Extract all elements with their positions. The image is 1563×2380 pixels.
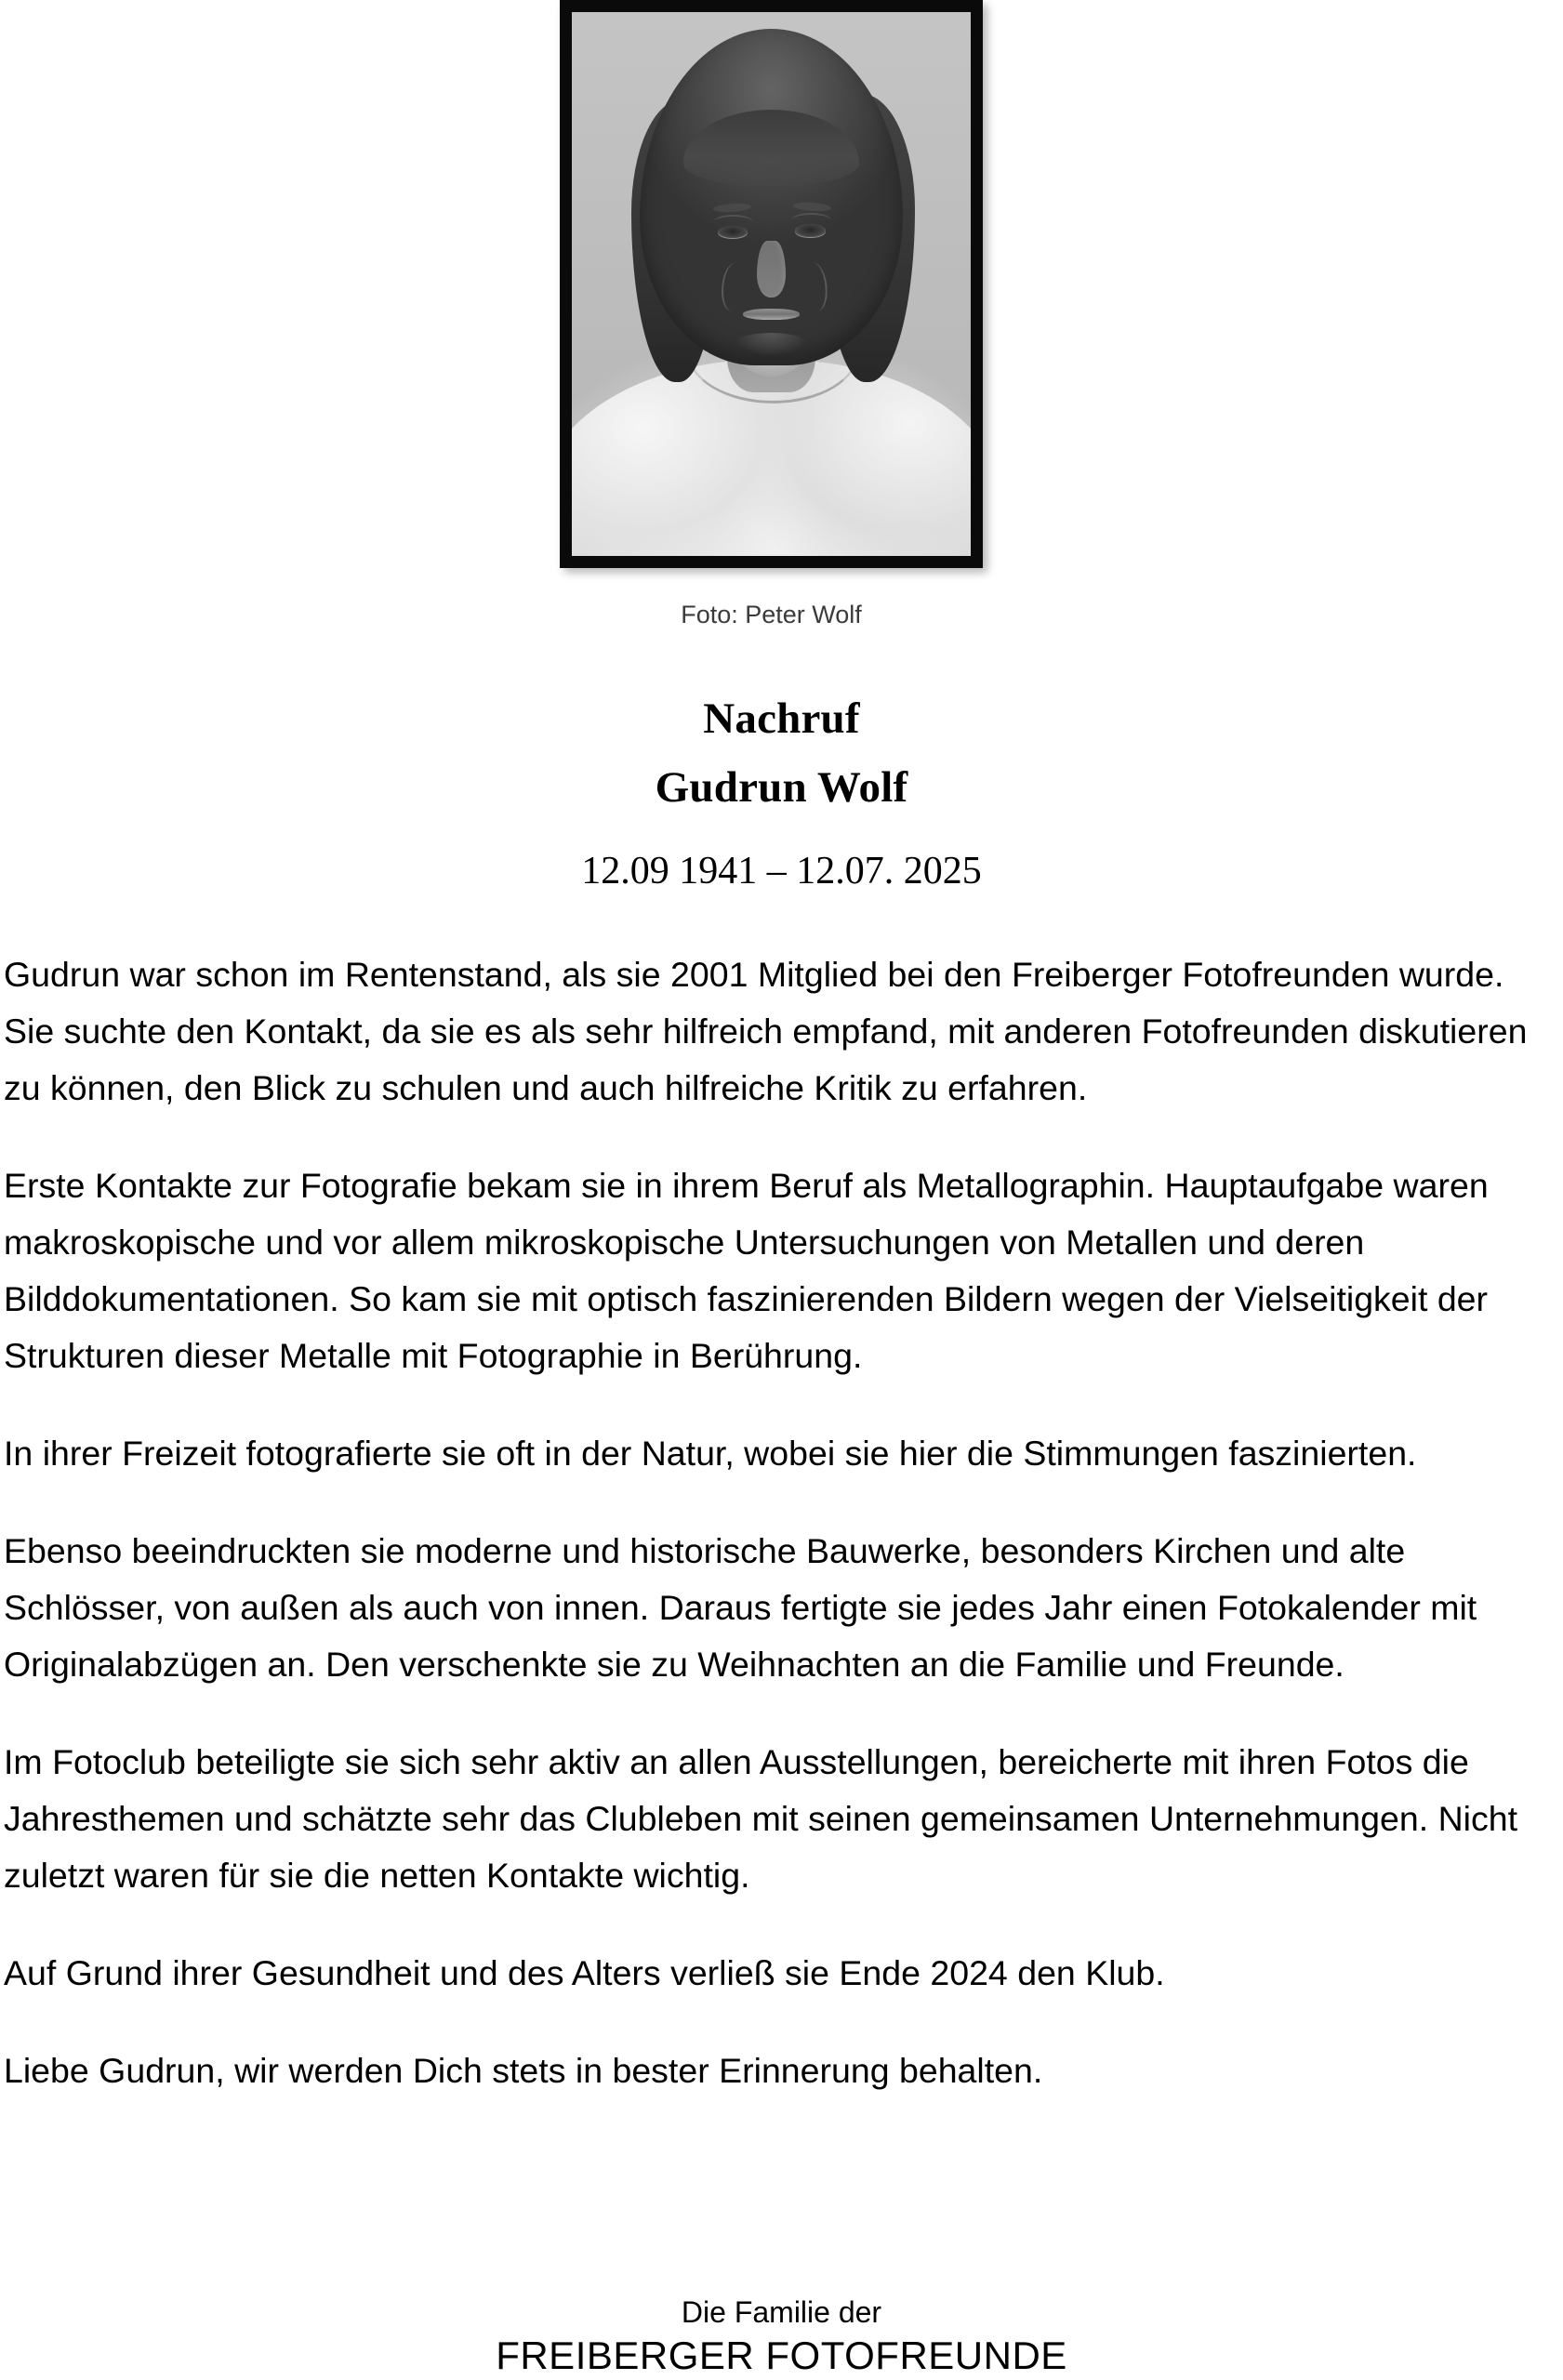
portrait-photo-block (560, 0, 983, 568)
page-title: Nachruf (703, 694, 860, 743)
body-paragraph: In ihrer Freizeit fotografierte sie oft in der Natur, wobei sie hier die Stimmungen faszinierten. (4, 1434, 1417, 1473)
body-paragraph: Gudrun war schon im Rentenstand, als sie 2001 Mitglied bei den Freiberger Fotofreunden wurde. Sie suchte den Kontakt, da sie es als sehr hilfreich empfand, mit anderen Fotofreunden diskutieren zu können, den Blick zu schulen und auch hilfreiche Kritik zu erfahren. (4, 955, 1528, 1107)
photo-black-frame (560, 0, 983, 568)
body-paragraph: Erste Kontakte zur Fotografie bekam sie in ihrem Beruf als Metallographin. Hauptaufgabe waren makroskopische und vor allem mikroskopische Untersuchungen von Metallen und deren Bilddokumentationen. So kam sie mit optisch faszinierenden Bildern wegen der Vielseitigkeit der Strukturen dieser Metalle mit Fotographie in Berührung. (4, 1166, 1489, 1375)
obituary-body (4, 946, 1558, 2099)
life-dates: 12.09 1941 – 12.07. 2025 (581, 850, 982, 892)
signature-block (0, 2293, 1563, 2380)
mouth-shape (743, 309, 799, 320)
chin-shadow (735, 333, 807, 354)
deceased-name: Gudrun Wolf (655, 763, 908, 812)
eye-right (795, 224, 826, 236)
title-block (0, 684, 1563, 902)
signature-family-line: Die Familie der (681, 2295, 882, 2329)
nose-shape (757, 241, 785, 298)
body-paragraph: Im Fotoclub beteiligte sie sich sehr aktiv an allen Ausstellungen, bereicherte mit ihren Fotos die Jahresthemen und schätzte sehr das Clubleben mit seinen gemeinsamen Unternehmungen. Nicht zuletzt waren für sie die netten Kontakte wichtig. (4, 1742, 1518, 1895)
body-paragraph: Auf Grund ihrer Gesundheit und des Alters verließ sie Ende 2024 den Klub. (4, 1953, 1165, 1992)
body-paragraph: Ebenso beeindruckten sie moderne und historische Bauwerke, besonders Kirchen und alte Schlösser, von außen als auch von innen. Daraus fertigte sie jedes Jahr einen Fotokalender mit Originalabzügen an. Den verschenkte sie zu Weihnachten an die Familie und Freunde. (4, 1531, 1477, 1684)
cheek-line-left (722, 262, 748, 311)
photo-credit-caption: Foto: Peter Wolf (681, 601, 862, 628)
signature-club-name: FREIBERGER FOTOFREUNDE (496, 2334, 1067, 2377)
portrait-image (572, 12, 971, 556)
body-paragraph: Liebe Gudrun, wir werden Dich stets in bester Erinnerung behalten. (4, 2051, 1043, 2090)
